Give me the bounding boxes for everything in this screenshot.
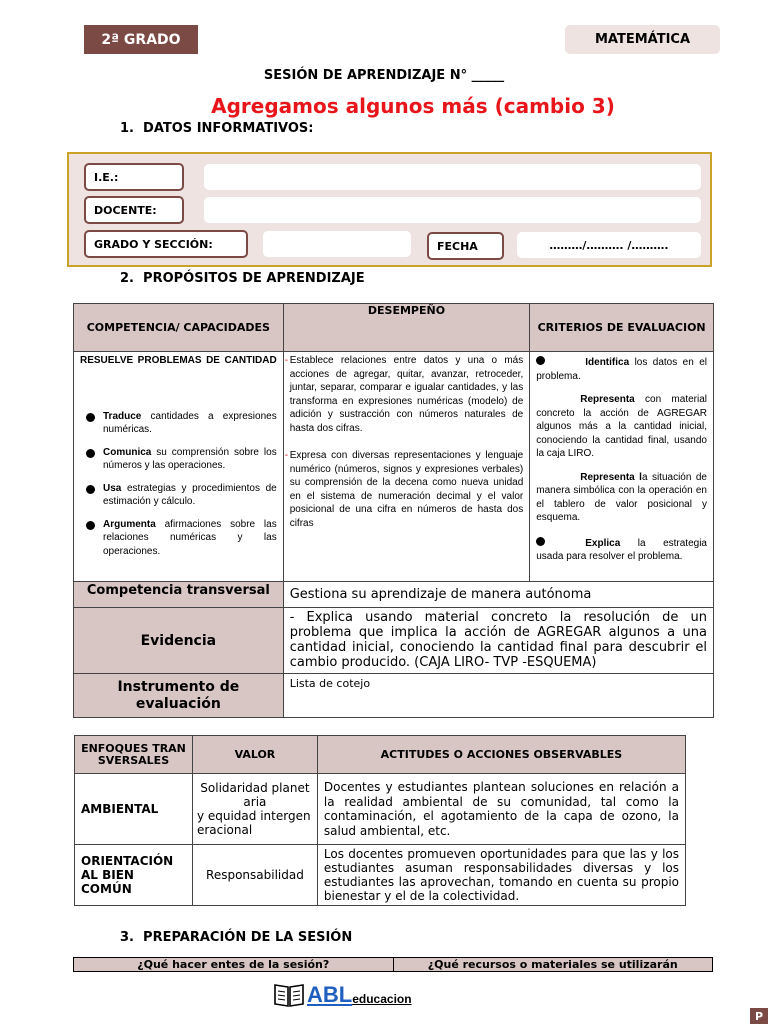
dash-icon: - xyxy=(284,450,289,461)
bullet-icon xyxy=(536,356,545,365)
capacidad-item xyxy=(80,446,277,473)
propositos-header-row xyxy=(74,304,714,352)
competencia-title: RESUELVE PROBLEMAS DE CANTIDAD xyxy=(80,355,277,366)
bullet-icon xyxy=(86,485,95,494)
corner-page-badge[interactable]: P xyxy=(750,1008,768,1024)
logo-abl-text: ABL xyxy=(307,982,353,1007)
criterio-verb: Representa l xyxy=(580,471,642,483)
criterio-item xyxy=(536,535,707,564)
docente-field[interactable] xyxy=(204,197,701,223)
bullet-icon xyxy=(86,521,95,530)
actitud-cell: Los docentes promueven oportunidades para que las y los estudiantes asuman responsabilidades diversas y los estudiantes las aprovechan, tomando en cuenta su propio bienestar y el de la colectividad. xyxy=(317,845,685,906)
desempeno-header: DESEMPEÑO xyxy=(283,304,530,352)
actitud-cell: Docentes y estudiantes plantean soluciones en relación a la realidad ambiental de su comunidad, tal como la contaminación, el agotamiento de la capa de ozono, la salud ambiental, etc. xyxy=(317,774,685,845)
actitudes-header: ACTITUDES O ACCIONES OBSERVABLES xyxy=(317,736,685,774)
grado-seccion-field[interactable] xyxy=(263,231,411,257)
criterio-verb: Explica xyxy=(585,537,621,549)
propositos-content-row xyxy=(74,352,714,582)
enfoque-row xyxy=(75,774,686,845)
capacidad-text: afirmaciones sobre las relaciones numéricas y las operaciones. xyxy=(103,518,277,557)
grade-badge: 2ª GRADO xyxy=(84,25,198,54)
section-1-title: DATOS INFORMATIVOS: xyxy=(143,121,314,136)
competencia-cell xyxy=(74,352,284,582)
valor-cell xyxy=(192,774,317,845)
preparacion-header xyxy=(73,957,713,972)
desempeno-item xyxy=(284,449,524,530)
docente-label: DOCENTE: xyxy=(84,196,184,224)
enfoques-header: ENFOQUES TRANSVERSALES xyxy=(75,736,193,774)
valor-header: VALOR xyxy=(192,736,317,774)
criterio-item xyxy=(536,471,707,525)
evidencia-row xyxy=(74,608,714,674)
section-3-number: 3. xyxy=(120,930,134,945)
section-1-number: 1. xyxy=(120,121,134,136)
criterio-verb: Identifica xyxy=(585,357,630,368)
book-icon xyxy=(273,981,305,1009)
section-3-heading xyxy=(120,930,352,945)
capacidad-item xyxy=(80,482,277,509)
transversal-value: Gestiona su aprendizaje de manera autónoma xyxy=(283,582,713,608)
bullet-icon xyxy=(86,413,95,422)
ie-label: I.E.: xyxy=(84,163,184,191)
abl-logo xyxy=(273,979,433,1011)
criterio-item xyxy=(536,393,707,461)
transversal-label: Competencia transversal xyxy=(74,582,284,608)
capacidad-verb: Comunica xyxy=(103,446,152,458)
capacidad-item xyxy=(80,518,277,559)
criterios-cell xyxy=(530,352,714,582)
valor-line: Solidaridad planetaria xyxy=(200,781,310,809)
page-title: Agregamos algunos más (cambio 3) xyxy=(211,94,615,118)
capacidad-text: estrategias y procedimientos de estimación y cálculo. xyxy=(103,482,277,507)
datos-informativos-box xyxy=(67,152,712,267)
criterio-text: la estrategia usada para resolver el problema. xyxy=(536,537,707,562)
ie-field[interactable] xyxy=(204,164,701,190)
enfoque-name: AMBIENTAL xyxy=(75,774,193,845)
evidencia-value: - Explica usando material concreto la resolución de un problema que implica la acción de AGREGAR algunos a una cantidad inicial, conociendo la cantidad final para descubrir el cambio producido. (CAJA LIRO- TVP -ESQUEMA) xyxy=(283,608,713,674)
criterios-header: CRITERIOS DE EVALUACION xyxy=(530,304,714,352)
enfoque-name: ORIENTACIÓN AL BIEN COMÚN xyxy=(75,845,193,906)
desempeno-cell xyxy=(283,352,530,582)
section-2-title: PROPÓSITOS DE APRENDIZAJE xyxy=(143,271,365,286)
criterio-item xyxy=(536,354,707,383)
session-number: SESIÓN DE APRENDIZAJE N° _____ xyxy=(263,68,505,83)
criterio-text: a situación de manera simbólica con la operación en el tablero de valor posicional y esquema. xyxy=(536,471,707,523)
instrumento-row xyxy=(74,674,714,718)
competencia-header: COMPETENCIA/ CAPACIDADES xyxy=(74,304,284,352)
desempeno-item xyxy=(284,354,524,435)
preparacion-col-1: ¿Qué hacer entes de la sesión? xyxy=(74,958,394,971)
bullet-icon xyxy=(86,449,95,458)
criterio-text: los datos en el problema. xyxy=(536,357,707,382)
capacidad-text: su comprensión sobre los números y las operaciones. xyxy=(103,446,277,471)
subject-badge: MATEMÁTICA xyxy=(565,25,720,54)
enfoques-table xyxy=(74,735,686,906)
criterio-text: con material concreto la acción de AGREGAR algunos más a la cantidad inicial, conociendo la cantidad final, usando la caja LIRO. xyxy=(536,394,707,459)
enfoques-header-row xyxy=(75,736,686,774)
preparacion-col-2: ¿Qué recursos o materiales se utilizarán xyxy=(427,958,678,971)
evidencia-label: Evidencia xyxy=(74,608,284,674)
logo-educacion-text: educacion xyxy=(352,992,412,1006)
section-2-heading xyxy=(120,271,365,286)
valor-cell: Responsabilidad xyxy=(192,845,317,906)
transversal-row xyxy=(74,582,714,608)
capacidad-item xyxy=(80,410,277,437)
criterio-verb: Representa xyxy=(580,394,635,405)
dash-icon: - xyxy=(284,355,289,366)
capacidad-verb: Usa xyxy=(103,482,122,494)
section-3-title: PREPARACIÓN DE LA SESIÓN xyxy=(143,930,353,945)
enfoque-row xyxy=(75,845,686,906)
capacidad-verb: Traduce xyxy=(103,410,142,422)
capacidad-text: cantidades a expresiones numéricas. xyxy=(103,410,277,435)
valor-line: y equidad intergeneracional xyxy=(196,809,311,837)
fecha-field[interactable]: ………/………. /………. xyxy=(517,232,701,258)
desempeno-text: Expresa con diversas representaciones y lenguaje numérico (números, signos y expresiones verbales) su comprensión de la decena como nueva unidad en el sistema de numeración decimal y el valor posicional de una cifra en números de hasta dos cifras xyxy=(289,450,524,529)
fecha-label: FECHA xyxy=(427,232,504,260)
instrumento-label: Instrumento de evaluación xyxy=(74,674,284,718)
bullet-icon xyxy=(536,537,545,546)
desempeno-text: Establece relaciones entre datos y una o más acciones de agregar, quitar, avanzar, retroceder, juntar, separar, comparar e igualar cantidades, y las transforma en expresiones numéricas (modelo) de adición y sustracción con números naturales de hasta dos cifras. xyxy=(289,355,524,434)
grado-seccion-label: GRADO Y SECCIÓN: xyxy=(84,230,248,258)
instrumento-value: Lista de cotejo xyxy=(283,674,713,718)
propositos-table xyxy=(73,303,714,718)
section-2-number: 2. xyxy=(120,271,134,286)
section-1-heading xyxy=(120,121,314,136)
capacidad-verb: Argumenta xyxy=(103,518,156,530)
